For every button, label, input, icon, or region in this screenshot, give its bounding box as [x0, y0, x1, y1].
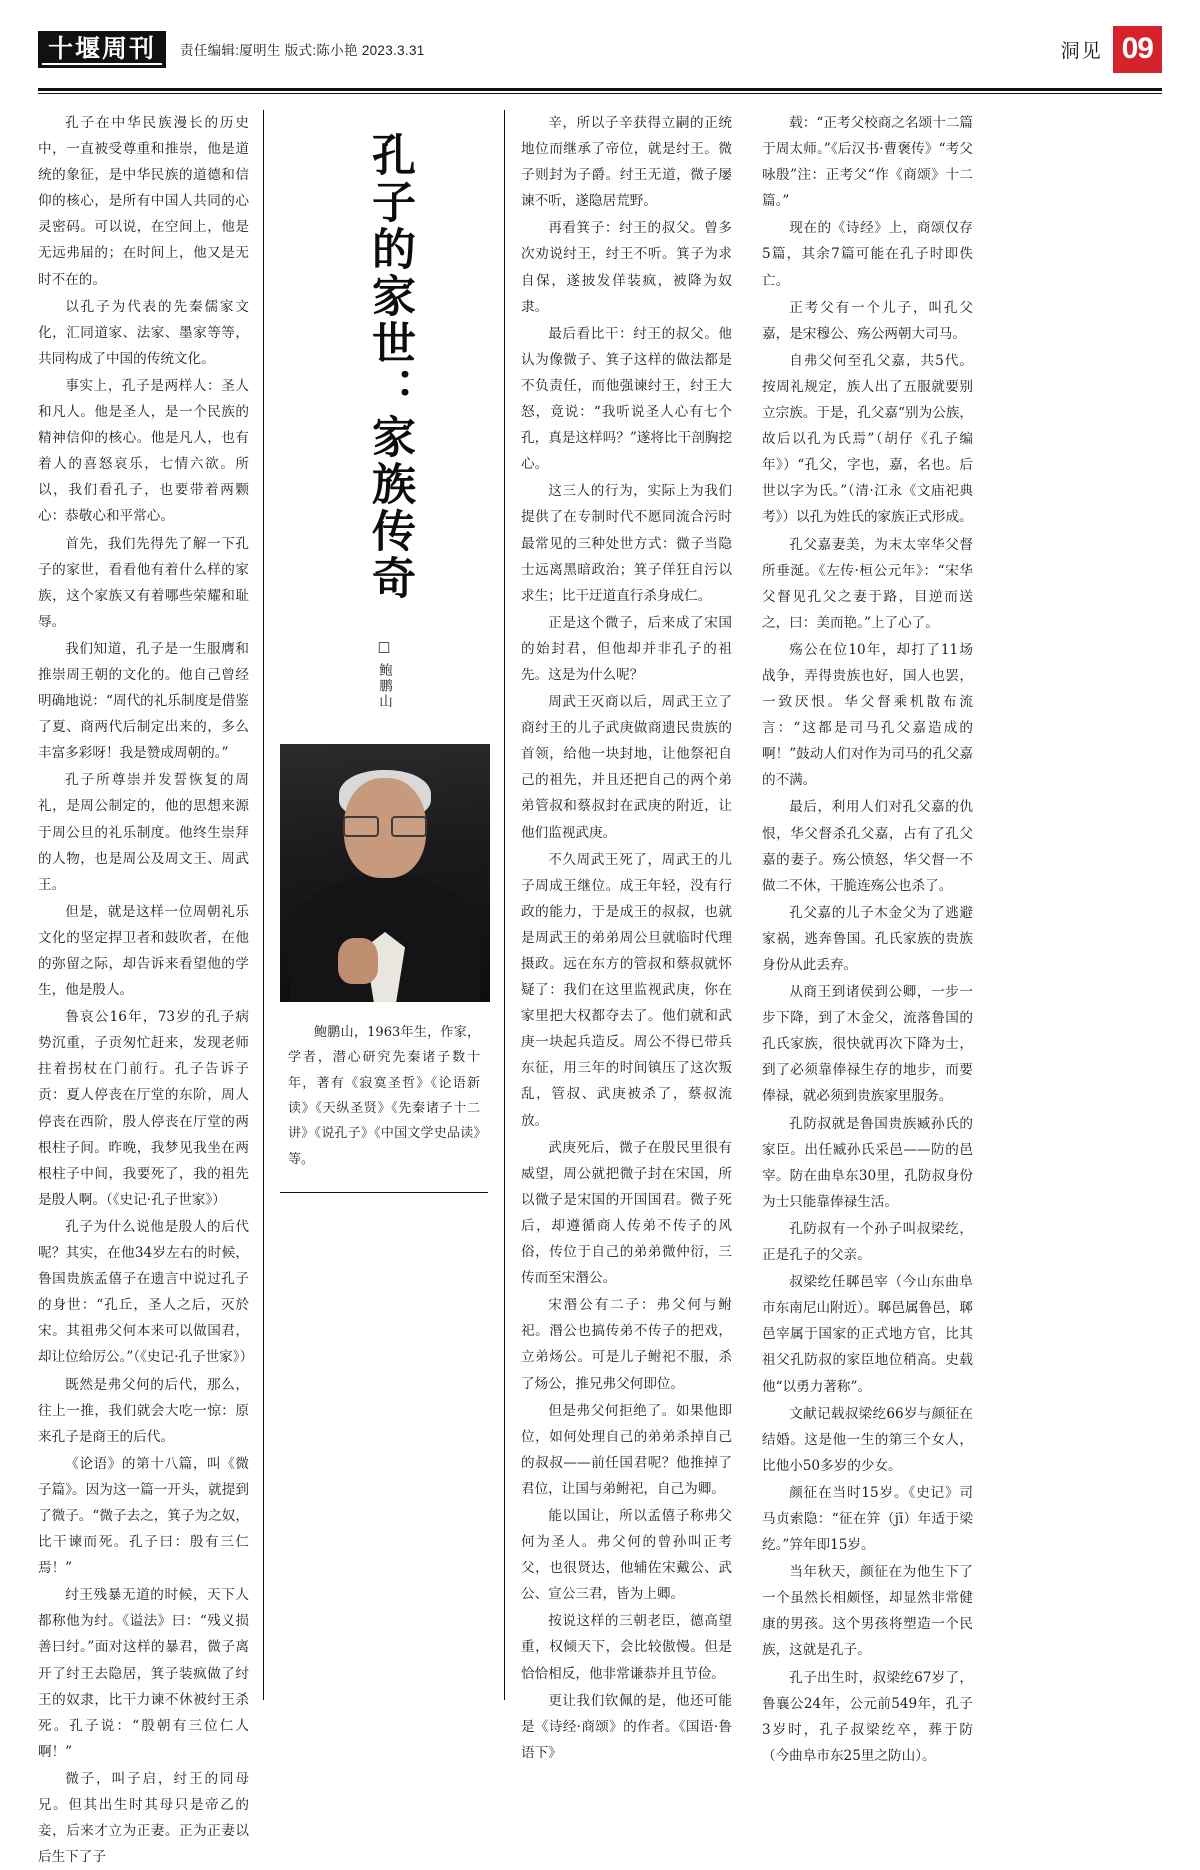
paragraph: 纣王残暴无道的时候，天下人都称他为纣。《谥法》曰：“残义损善曰纣。”面对这样的暴君，微子离开了纣王去隐居，箕子装疯做了纣王的奴隶，比干力谏不休被纣王杀死。孔子说：“殷朝有三位仁人啊！”	[38, 1587, 249, 1760]
paragraph: 正考父有一个儿子，叫孔父嘉，是宋穆公、殇公两朝大司马。	[762, 299, 973, 342]
paragraph: 现在的《诗经》上，商颂仅存5篇，其余7篇可能在孔子时即佚亡。	[762, 220, 973, 289]
paragraph: 正是这个微子，后来成了宋国的始封君，但他却并非孔子的祖先。这是为什么呢？	[521, 614, 732, 683]
paragraph: 事实上，孔子是两样人：圣人和凡人。他是圣人，是一个民族的精神信仰的核心。他是凡人，也有着人的喜怒哀乐，七情六欲。所以，我们看孔子，也要带着两颗心：恭敬心和平常心。	[38, 377, 249, 525]
column-2	[521, 110, 746, 1761]
paragraph: 这三人的行为，实际上为我们提供了在专制时代不愿同流合污时最常见的三种处世方式：微子当隐士远离黑暗政治；箕子佯狂自污以求生；比干迂道直行杀身成仁。	[521, 483, 732, 604]
paragraph: 孔子为什么说他是殷人的后代呢？其实，在他34岁左右的时候，鲁国贵族孟僖子在遗言中说过孔子的身世：“孔丘，圣人之后，灭於宋。其祖弗父何本来可以做国君，却让位给厉公。”（《史记·孔子世家》）	[38, 1218, 254, 1366]
paragraph: 自弗父何至孔父嘉，共5代。按周礼规定，族人出了五服就要别立宗族。于是，孔父嘉“别为公族，故后以孔为氏焉”（胡仔《孔子编年》）“孔父，字也，嘉，名也。后世以字为氏。”（清·江永《文庙祀典考》）以孔为姓氏的家族正式形成。	[762, 352, 973, 526]
paragraph: 微子，叫子启，纣王的同母兄。但其出生时其母只是帝乙的妾，后来才立为正妻。正为正妻以后生下了子	[38, 1770, 249, 1866]
paragraph: 鲁哀公16年，73岁的孔子病势沉重，子贡匆忙赶来，发现老师拄着拐杖在门前行。孔子告诉子贡：夏人停丧在厅堂的东阶，周人停丧在西阶，殷人停丧在厅堂的两根柱子间。昨晚，我梦见我坐在两根柱子中间，我要死了，我的祖先是殷人啊。（《史记·孔子世家》）	[38, 1009, 249, 1208]
paragraph: 我们知道，孔子是一生服膺和推崇周王朝的文化的。他自己曾经明确地说：“周代的礼乐制度是借鉴了夏、商两代后制定出来的，多么丰富多彩呀！我是赞成周朝的。”	[38, 640, 249, 762]
paragraph: 宋湣公有二子：弗父何与鲋祀。湣公也搞传弟不传子的把戏，立弟炀公。可是儿子鲋祀不服，杀了炀公，推兄弗父何即位。	[521, 1297, 732, 1392]
article-byline: □ 鲍鹏山	[376, 638, 392, 710]
paragraph: 但是，就是这样一位周朝礼乐文化的坚定捍卫者和鼓吹者，在他的弥留之际，却告诉来看望他的学生，他是殷人。	[38, 903, 249, 999]
glasses-icon	[343, 816, 427, 834]
column-3	[762, 110, 987, 1764]
publication-logo: 十堰周刊	[38, 31, 166, 68]
masthead-rule-thin	[38, 93, 1162, 94]
paragraph: 能以国让，所以孟僖子称弗父何为圣人。弗父何的曾孙叫正考父，也很贤达，他辅佐宋戴公、武公、宣公三君，皆为上卿。	[521, 1507, 732, 1603]
paragraph: 《论语》的第十八篇，叫《微子篇》。因为这一篇一开头，就提到了微子。“微子去之，箕子为之奴，比干谏而死。孔子曰：殷有三仁焉！”	[38, 1455, 249, 1577]
paragraph: 颜征在当时15岁。《史记》司马贞索隐：“征在笄（jī）年适于梁纥。”笄年即15岁。	[762, 1484, 973, 1554]
page-number-badge: 09	[1113, 26, 1162, 73]
column-gap	[746, 110, 762, 1700]
paragraph: 但是弗父何拒绝了。如果他即位，如何处理自己的弟弟杀掉自己的叔叔——前任国君呢？他推掉了君位，让国与弟鲋祀，自己为卿。	[521, 1402, 732, 1497]
paragraph: 最后看比干：纣王的叔父。他认为像微子、箕子这样的做法都是不负责任，而他强谏纣王，纣王大怒，竟说：“我听说圣人心有七个孔，真是这样吗？”遂将比干剖胸挖心。	[521, 325, 732, 473]
paragraph: 孔子在中华民族漫长的历史中，一直被受尊重和推崇，他是道统的象征，是中华民族的道德和信仰的核心，是所有中国人共同的心灵密码。可以说，在空间上，他是无远弗届的；在时间上，他又是无时不在的。	[38, 115, 249, 288]
paragraph: 殇公在位10年，却打了11场战争，弄得贵族也好，国人也罢，一致厌恨。华父督乘机散布流言：“这都是司马孔父嘉造成的啊！”鼓动人们对作为司马的孔父嘉的不满。	[762, 641, 973, 789]
paragraph: 最后，利用人们对孔父嘉的仇恨，华父督杀孔父嘉，占有了孔父嘉的妻子。殇公愤怒，华父督一不做二不休，干脆连殇公也杀了。	[762, 799, 973, 894]
column-1	[38, 110, 263, 1866]
paragraph: 孔防叔有一个孙子叫叔梁纥，正是孔子的父亲。	[762, 1220, 973, 1264]
paragraph: 首先，我们先得先了解一下孔子的家世，看看他有着什么样的家族，这个家族又有着哪些荣耀和耻辱。	[38, 535, 249, 630]
masthead-right	[1061, 26, 1162, 73]
feature-column	[263, 110, 505, 1700]
paragraph: 孔父嘉的儿子木金父为了逃避家祸，逃奔鲁国。孔氏家族的贵族身份从此丢弃。	[762, 904, 973, 973]
masthead-credits: 责任编辑:厦明生 版式:陈小艳 2023.3.31	[180, 43, 425, 58]
paragraph: 不久周武王死了，周武王的儿子周成王继位。成王年轻，没有行政的能力，于是成王的叔叔，也就是周武王的弟弟周公旦就临时代理摄政。远在东方的管叔和蔡叔就怀疑了：我们在这里监视武庚，你在家里把大权都夺去了。他们就和武庚一块起兵造反。周公不得已带兵东征，用三年的时间镇压了这次叛乱，管叔、武庚被杀了，蔡叔流放。	[521, 851, 732, 1129]
paragraph: 孔父嘉妻美，为末太宰华父督所垂涎。《左传·桓公元年》：“宋华父督见孔父之妻于路，目逆而送之，曰：美而艳。”上了心了。	[762, 536, 973, 631]
paragraph: 载：“正考父校商之名颂十二篇于周太师。”《后汉书·曹褒传》“考父咏殷”注：正考父“作《商颂》十二篇。”	[762, 115, 973, 210]
paragraph: 再看箕子：纣王的叔父。曾多次劝说纣王，纣王不听。箕子为求自保，遂披发佯装疯，被降为奴隶。	[521, 220, 732, 315]
paragraph: 孔防叔就是鲁国贵族臧孙氏的家臣。出任臧孙氏采邑——防的邑宰。防在曲阜东30里，孔防叔身份为士只能靠俸禄生活。	[762, 1115, 973, 1210]
paragraph: 武庚死后，微子在殷民里很有威望，周公就把微子封在宋国，所以微子是宋国的开国国君。微子死后，却遵循商人传弟不传子的风俗，传位于自己的弟弟微仲衍，三传而至宋湣公。	[521, 1139, 732, 1287]
article-body	[38, 110, 1162, 1866]
masthead	[38, 0, 1162, 80]
article-headline: 孔子的家世：家族传奇	[364, 132, 415, 602]
paragraph: 周武王灭商以后，周武王立了商纣王的儿子武庚做商遗民贵族的首领，给他一块封地，让他祭祀自己的祖先，并且还把自己的两个弟弟管叔和蔡叔封在武庚的附近，让他们监视武庚。	[521, 694, 732, 841]
portrait-hand-shape	[338, 938, 378, 984]
paragraph: 叔梁纥任郰邑宰（今山东曲阜市东南尼山附近）。郰邑属鲁邑，郰邑宰属于国家的正式地方官，比其祖父孔防叔的家臣地位稍高。史载他“以勇力著称”。	[762, 1274, 973, 1395]
paragraph: 从商王到诸侯到公卿，一步一步下降，到了木金父，流落鲁国的孔氏家族，很快就再次下降为士，到了必须靠俸禄生存的地步，而要俸禄，就必须到贵族家里服务。	[762, 984, 973, 1105]
paragraph: 更让我们钦佩的是，他还可能是《诗经·商颂》的作者。《国语·鲁语下》	[521, 1692, 732, 1761]
paragraph: 按说这样的三朝老臣，德高望重，权倾天下，会比较傲慢。但是恰恰相反，他非常谦恭并且节俭。	[521, 1613, 732, 1682]
paragraph: 当年秋天，颜征在为他生下了一个虽然长相颇怪，却显然非常健康的男孩。这个男孩将塑造一个民族，这就是孔子。	[762, 1564, 973, 1659]
paragraph: 辛，所以子辛获得立嗣的正统地位而继承了帝位，就是纣王。微子则封为子爵。纣王无道，微子屡谏不听，遂隐居荒野。	[521, 115, 732, 210]
feature-divider	[280, 1192, 488, 1193]
section-title: 洞见	[1060, 39, 1103, 62]
masthead-rule	[38, 88, 1162, 91]
portrait-caption: 鲍鹏山，1963年生，作家，学者，潜心研究先秦诸子数十年，著有《寂寞圣哲》《论语新读》《天纵圣贤》《先秦诸子十二讲》《说孔子》《中国文学史品读》等。	[288, 1025, 480, 1167]
author-portrait	[280, 744, 490, 1002]
paragraph: 孔子出生时，叔梁纥67岁了，鲁襄公24年，公元前549年，孔子3岁时，孔子叔梁纥卒，葬于防（今曲阜市东25里之防山）。	[762, 1669, 973, 1764]
paragraph: 孔子所尊崇并发誓恢复的周礼，是周公制定的，他的思想来源于周公旦的礼乐制度。他终生崇拜的人物，也是周公及周文王、周武王。	[38, 772, 249, 893]
column-gap	[505, 110, 521, 1700]
paragraph: 既然是弗父何的后代，那么，往上一推，我们就会大吃一惊：原来孔子是商王的后代。	[38, 1376, 249, 1445]
paragraph: 以孔子为代表的先秦儒家文化，汇同道家、法家、墨家等等，共同构成了中国的传统文化。	[38, 298, 249, 367]
paragraph: 文献记载叔梁纥66岁与颜征在结婚。这是他一生的第三个女人，比他小50多岁的少女。	[762, 1405, 973, 1474]
